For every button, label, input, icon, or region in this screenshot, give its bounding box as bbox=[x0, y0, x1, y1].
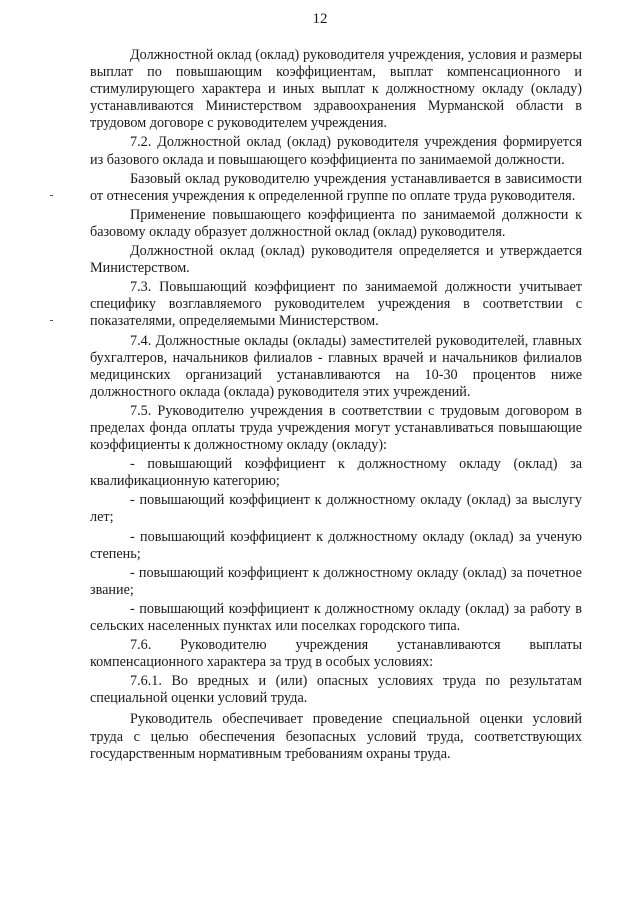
paragraph-coefficient-application: Применение повышающего коэффициента по занимаемой должности к базовому окладу образует должностной оклад (оклад) руководителя. bbox=[90, 206, 582, 240]
paragraph-base-salary: Базовый оклад руководителю учреждения устанавливается в зависимости от отнесения учреждения к определенной группе по оплате труда руководителя. bbox=[90, 170, 582, 204]
paragraph-7-2: 7.2. Должностной оклад (оклад) руководителя учреждения формируется из базового оклада и повышающего коэффициента по занимаемой должности. bbox=[90, 134, 582, 168]
paragraph-7-5: 7.5. Руководителю учреждения в соответствии с трудовым договором в пределах фонда оплаты труда учреждения могут устанавливаться повышающие коэффициенты к должностному окладу (окладу): bbox=[90, 402, 582, 454]
paragraph-7-6-1: 7.6.1. Во вредных и (или) опасных условиях труда по результатам специальной оценки условий труда. bbox=[90, 673, 582, 707]
paragraph-7-4: 7.4. Должностные оклады (оклады) заместителей руководителей, главных бухгалтеров, начальников филиалов - главных врачей и начальников филиалов медицинских организаций устанавливаются на 10-30 процентов ниже должностного оклада (оклада) руководителя этих учреждений. bbox=[90, 332, 582, 400]
margin-mark bbox=[50, 195, 53, 196]
paragraph-salary-conditions: Должностной оклад (оклад) руководителя учреждения, условия и размеры выплат по повышающим коэффициентам, выплат компенсационного и стимулирующего характера и иных выплат к должностному окладу (окладу) устанавливаются Министерством здравоохранения Мурманской области в трудовом договоре с руководителем учреждения. bbox=[90, 47, 582, 132]
margin-mark bbox=[50, 320, 53, 321]
paragraph-7-6: 7.6. Руководителю учреждения устанавливаются выплаты компенсационного характера за труд в особых условиях: bbox=[90, 637, 582, 671]
list-item-seniority: - повышающий коэффициент к должностному окладу (оклад) за выслугу лет; bbox=[90, 492, 582, 526]
list-item-rural-work: - повышающий коэффициент к должностному окладу (оклад) за работу в сельских населенных пунктах или поселках городского типа. bbox=[90, 600, 582, 634]
list-item-qualification: - повышающий коэффициент к должностному окладу (оклад) за квалификационную категорию; bbox=[90, 456, 582, 490]
paragraph-special-assessment: Руководитель обеспечивает проведение специальной оценки условий труда с целью обеспечения безопасных условий труда, соответствующих государственным нормативным требованиям охраны труда. bbox=[90, 711, 582, 762]
paragraph-salary-approval: Должностной оклад (оклад) руководителя определяется и утверждается Министерством. bbox=[90, 243, 582, 277]
page-number: 12 bbox=[312, 11, 328, 27]
list-item-degree: - повышающий коэффициент к должностному окладу (оклад) за ученую степень; bbox=[90, 528, 582, 562]
paragraph-7-3: 7.3. Повышающий коэффициент по занимаемой должности учитывает специфику возглавляемого руководителем учреждения в соответствии с показателями, определяемыми Министерством. bbox=[90, 279, 582, 330]
list-item-honorary-title: - повышающий коэффициент к должностному окладу (оклад) за почетное звание; bbox=[90, 564, 582, 598]
document-body bbox=[90, 47, 582, 763]
